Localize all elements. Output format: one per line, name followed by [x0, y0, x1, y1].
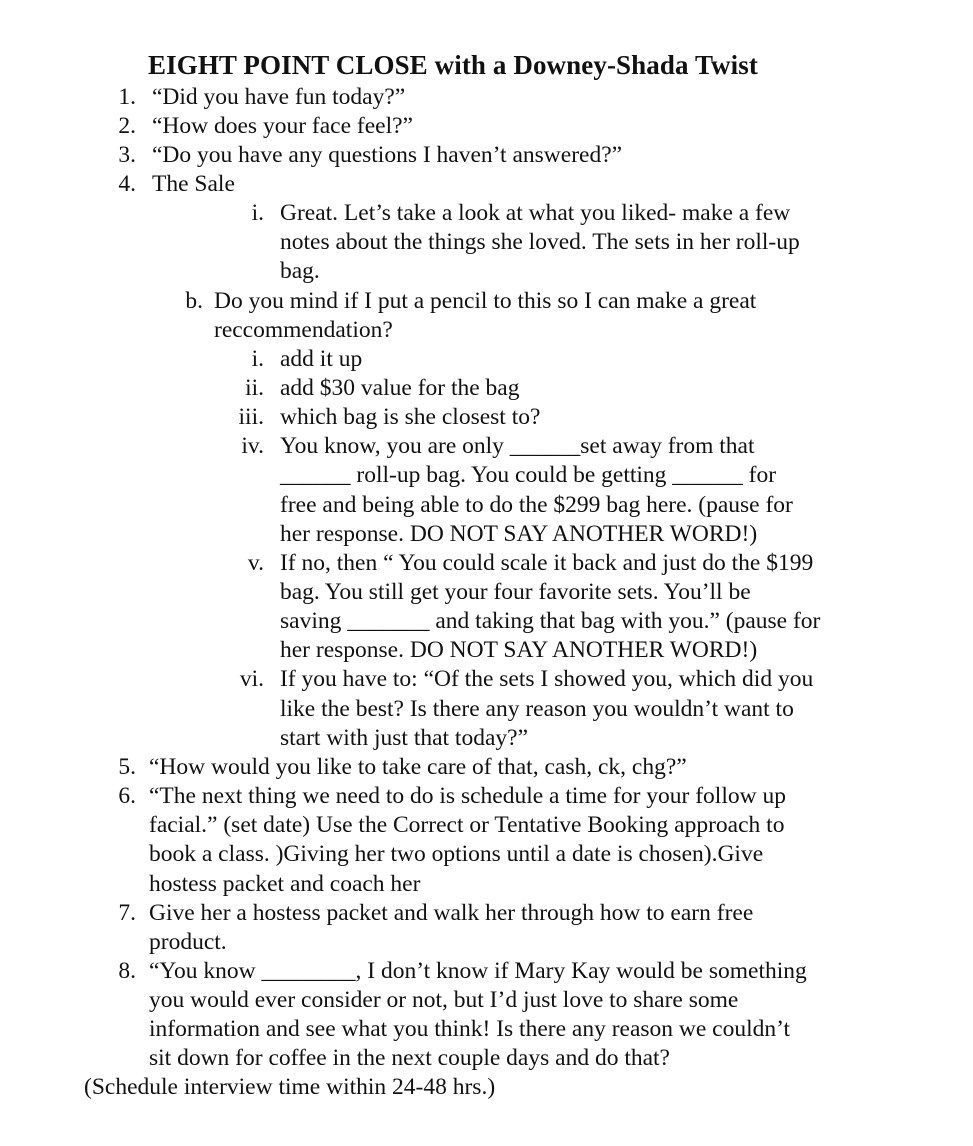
- list-marker: ii.: [245, 375, 264, 401]
- line-text: you would ever consider or not, but I’d just love to share some: [149, 987, 739, 1013]
- line-text: Do you mind if I put a pencil to this so I can make a great: [214, 288, 757, 314]
- line-text: like the best? Is there any reason you wouldn’t want to: [280, 696, 794, 722]
- line-text: her response. DO NOT SAY ANOTHER WORD!): [280, 637, 758, 663]
- list-marker: 2.: [118, 113, 136, 139]
- line-text: information and see what you think! Is there any reason we couldn’t: [149, 1016, 791, 1042]
- list-marker: iv.: [241, 433, 264, 459]
- list-marker: 7.: [118, 900, 136, 926]
- line-text: sit down for coffee in the next couple days and do that?: [149, 1045, 670, 1071]
- line-text: add $30 value for the bag: [280, 375, 520, 401]
- line-text: Give her a hostess packet and walk her through how to earn free: [149, 900, 754, 926]
- list-marker: b.: [185, 288, 203, 314]
- line-text: which bag is she closest to?: [280, 404, 541, 430]
- line-text: “The next thing we need to do is schedule a time for your follow up: [149, 783, 786, 809]
- line-text: “You know ________, I don’t know if Mary Kay would be something: [149, 958, 807, 984]
- line-text: “How would you like to take care of that, cash, ck, chg?”: [149, 754, 687, 780]
- line-text: “Did you have fun today?”: [152, 84, 406, 110]
- line-text: You know, you are only ______set away from that: [280, 433, 755, 459]
- line-text: free and being able to do the $299 bag here. (pause for: [280, 492, 793, 518]
- line-text: her response. DO NOT SAY ANOTHER WORD!): [280, 521, 758, 547]
- line-text: facial.” (set date) Use the Correct or Tentative Booking approach to: [149, 812, 785, 838]
- line-text: Great. Let’s take a look at what you liked- make a few: [280, 200, 791, 226]
- line-text: saving _______ and taking that bag with you.” (pause for: [280, 608, 821, 634]
- line-text: notes about the things she loved. The sets in her roll-up: [280, 229, 800, 255]
- list-marker: i.: [251, 200, 264, 226]
- line-text: product.: [149, 929, 227, 955]
- list-marker: i.: [251, 346, 264, 372]
- line-text: start with just that today?”: [280, 725, 529, 751]
- line-text: book a class. )Giving her two options until a date is chosen).Give: [149, 841, 764, 867]
- line-text: bag. You still get your four favorite sets. You’ll be: [280, 579, 751, 605]
- list-marker: v.: [247, 550, 264, 576]
- line-text: “Do you have any questions I haven’t answered?”: [152, 142, 623, 168]
- list-marker: 3.: [118, 142, 136, 168]
- list-marker: 6.: [118, 783, 136, 809]
- line-text: If you have to: “Of the sets I showed you, which did you: [280, 666, 814, 692]
- line-text: (Schedule interview time within 24-48 hrs.): [84, 1074, 496, 1100]
- list-marker: 5.: [118, 754, 136, 780]
- line-text: bag.: [280, 258, 320, 284]
- document-title: EIGHT POINT CLOSE with a Downey-Shada Twist: [148, 50, 758, 80]
- list-marker: 8.: [118, 958, 136, 984]
- line-text: add it up: [280, 346, 363, 372]
- list-marker: 1.: [118, 84, 136, 110]
- list-marker: iii.: [238, 404, 264, 430]
- line-text: hostess packet and coach her: [149, 871, 421, 897]
- line-text: “How does your face feel?”: [152, 113, 413, 139]
- list-marker: 4.: [118, 171, 136, 197]
- line-text: The Sale: [152, 171, 235, 197]
- list-marker: vi.: [239, 666, 264, 692]
- line-text: ______ roll-up bag. You could be getting ______ for: [280, 462, 777, 488]
- line-text: If no, then “ You could scale it back and just do the $199: [280, 550, 814, 576]
- line-text: reccommendation?: [214, 317, 393, 343]
